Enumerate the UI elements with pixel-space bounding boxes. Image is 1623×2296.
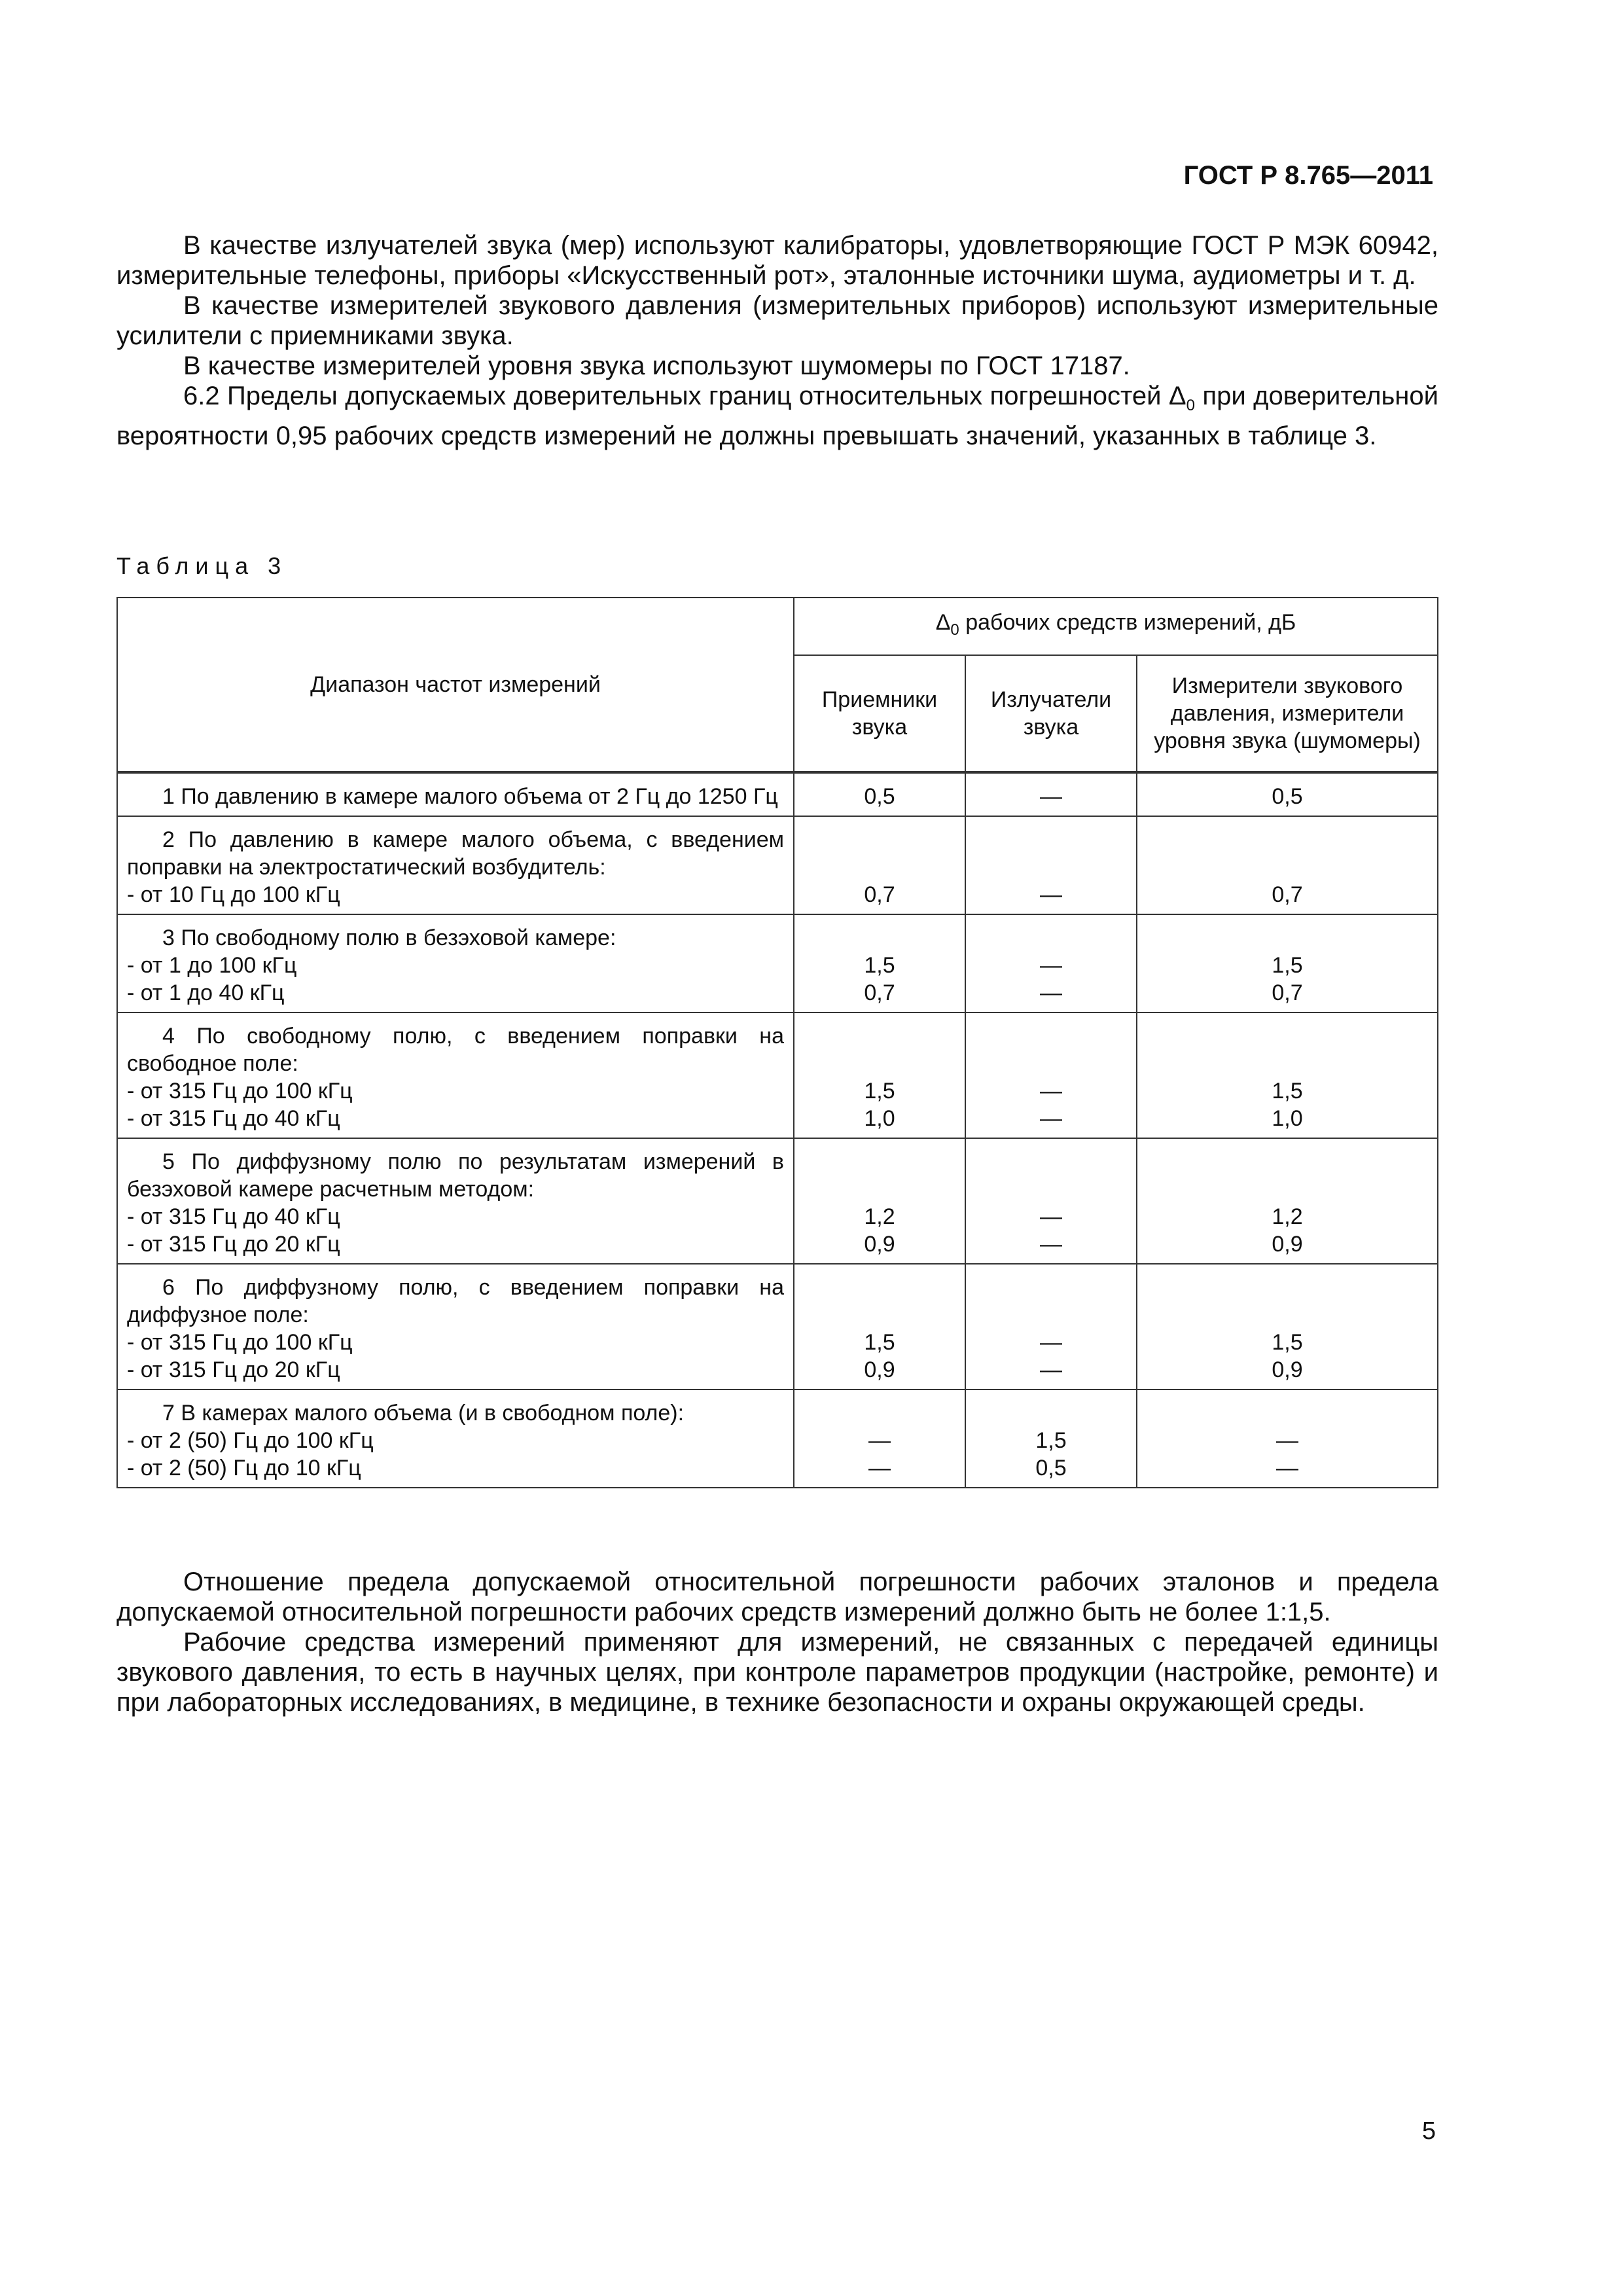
value-cell-c2 bbox=[965, 1013, 1137, 1138]
range-title: 3 По свободному полю в безэховой камере: bbox=[162, 925, 616, 950]
paragraph-emitters: В качестве излучателей звука (мер) используют калибраторы, удовлетворяющие ГОСТ Р МЭК 60942, измерительные телефоны, приборы «Искусственный рот», эталонные источники шума, аудиометры и т. д. bbox=[116, 231, 1438, 290]
header-receivers: Приемники звука bbox=[794, 655, 965, 772]
value-cell-c2 bbox=[965, 772, 1137, 816]
value: 1,2 bbox=[864, 1204, 895, 1229]
table-row bbox=[117, 816, 1438, 914]
value: — bbox=[1276, 1428, 1298, 1453]
value: 1,5 bbox=[864, 1079, 895, 1103]
value: — bbox=[1040, 1232, 1062, 1257]
value: — bbox=[1040, 980, 1062, 1005]
header-meters: Измерители звукового давления, измерители уровня звука (шумомеры) bbox=[1137, 655, 1438, 772]
paragraph-sound-level-meters: В качестве измерителей уровня звука используют шумомеры по ГОСТ 17187. bbox=[183, 351, 1130, 380]
value-cell-c3 bbox=[1137, 1138, 1438, 1264]
header-group: $\Delta_0$ рабочих средств измерений, дБ bbox=[794, 598, 1438, 655]
value: — bbox=[1040, 882, 1062, 907]
value: 1,5 bbox=[864, 1330, 895, 1355]
value: — bbox=[1040, 1079, 1062, 1103]
value: 0,7 bbox=[1272, 882, 1303, 907]
value-cell-c1 bbox=[794, 1138, 965, 1264]
range-subitem: - от 315 Гц до 40 кГц bbox=[127, 1106, 340, 1131]
value: 1,0 bbox=[864, 1106, 895, 1131]
value: — bbox=[1040, 1106, 1062, 1131]
paragraph-pressure-meters: В качестве измерителей звукового давления (измерительных приборов) используют измерительные усилители с приемниками звука. bbox=[116, 291, 1438, 350]
range-title: 6 По диффузному полю, с введением поправки на диффузное поле: bbox=[127, 1275, 784, 1327]
range-cell bbox=[117, 914, 794, 1013]
table-row bbox=[117, 1138, 1438, 1264]
value: 1,5 bbox=[1035, 1428, 1067, 1453]
bottom-paragraphs bbox=[116, 1567, 1438, 1717]
value: — bbox=[1040, 1357, 1062, 1382]
value: 1,5 bbox=[864, 953, 895, 978]
value: 1,5 bbox=[1272, 1079, 1303, 1103]
top-paragraphs bbox=[116, 230, 1438, 451]
value-cell-c2 bbox=[965, 816, 1137, 914]
value: — bbox=[1040, 1204, 1062, 1229]
value-cell-c1 bbox=[794, 772, 965, 816]
range-cell bbox=[117, 1013, 794, 1138]
value-cell-c3 bbox=[1137, 1013, 1438, 1138]
value: — bbox=[1040, 953, 1062, 978]
range-cell bbox=[117, 1390, 794, 1488]
range-cell bbox=[117, 1264, 794, 1390]
range-cell bbox=[117, 816, 794, 914]
value-cell-c1 bbox=[794, 1013, 965, 1138]
range-subitem: - от 1 до 100 кГц bbox=[127, 953, 297, 978]
header-emitters: Излучатели звука bbox=[965, 655, 1137, 772]
range-subitem: - от 315 Гц до 20 кГц bbox=[127, 1232, 340, 1257]
range-title: 5 По диффузному полю по результатам измерений в безэховой камере расчетным методом: bbox=[127, 1149, 784, 1202]
value: 0,9 bbox=[864, 1232, 895, 1257]
value: 1,5 bbox=[1272, 1330, 1303, 1355]
range-cell bbox=[117, 772, 794, 816]
value-cell-c1 bbox=[794, 816, 965, 914]
table-row bbox=[117, 1264, 1438, 1390]
value: 1,5 bbox=[1272, 953, 1303, 978]
value-cell-c2 bbox=[965, 1264, 1137, 1390]
table-row bbox=[117, 1390, 1438, 1488]
value-cell-c2 bbox=[965, 1390, 1137, 1488]
value: 0,9 bbox=[1272, 1357, 1303, 1382]
range-subitem: - от 1 до 40 кГц bbox=[127, 980, 285, 1005]
paragraph-working-instruments: Рабочие средства измерений применяют для измерений, не связанных с передачей единицы звукового давления, то есть в научных целях, при контроле параметров продукции (настройке, ремонте) и при лабораторных исследованиях, в медицине, в технике безопасности и охраны окружающей среды. bbox=[116, 1628, 1438, 1717]
value: 0,7 bbox=[864, 882, 895, 907]
value-cell-c1 bbox=[794, 1264, 965, 1390]
range-subitem: - от 2 (50) Гц до 10 кГц bbox=[127, 1456, 361, 1480]
table-3 bbox=[116, 597, 1438, 1488]
table-row bbox=[117, 1013, 1438, 1138]
range-title: 1 По давлению в камере малого объема от 2 Гц до 1250 Гц bbox=[162, 784, 778, 809]
value-cell-c1 bbox=[794, 914, 965, 1013]
value: 0,7 bbox=[864, 980, 895, 1005]
value: 0,5 bbox=[1035, 1456, 1067, 1480]
range-title: 2 По давлению в камере малого объема, с введением поправки на электростатический возбудитель: bbox=[127, 827, 784, 880]
value-cell-c3 bbox=[1137, 816, 1438, 914]
table-label: Таблица 3 bbox=[116, 552, 288, 579]
range-subitem: - от 315 Гц до 100 кГц bbox=[127, 1079, 353, 1103]
page-number: 5 bbox=[1421, 2117, 1436, 2145]
value-cell-c1 bbox=[794, 1390, 965, 1488]
value: 0,5 bbox=[864, 784, 895, 809]
value-cell-c2 bbox=[965, 1138, 1137, 1264]
range-subitem: - от 315 Гц до 100 кГц bbox=[127, 1330, 353, 1355]
value: 0,7 bbox=[1272, 980, 1303, 1005]
value: — bbox=[868, 1428, 891, 1453]
paragraph-ratio: Отношение предела допускаемой относительной погрешности рабочих эталонов и предела допускаемой относительной погрешности рабочих средств измерений должно быть не более 1:1,5. bbox=[116, 1568, 1438, 1626]
paragraph-6-2: 6.2 Пределы допускаемых доверительных границ относительных погрешностей $\Delta_0$ при доверительной вероятности 0,95 рабочих средств измерений не должны превышать значений, указанных в таблице 3. bbox=[116, 382, 1438, 450]
range-title: 7 В камерах малого объема (и в свободном поле): bbox=[162, 1401, 685, 1426]
range-title: 4 По свободному полю, с введением поправки на свободное поле: bbox=[127, 1024, 784, 1076]
value: — bbox=[1040, 1330, 1062, 1355]
value: 0,9 bbox=[864, 1357, 895, 1382]
value: 0,5 bbox=[1272, 784, 1303, 809]
value: — bbox=[1276, 1456, 1298, 1480]
value-cell-c3 bbox=[1137, 772, 1438, 816]
range-subitem: - от 2 (50) Гц до 100 кГц bbox=[127, 1428, 374, 1453]
value-cell-c3 bbox=[1137, 914, 1438, 1013]
value: — bbox=[1040, 784, 1062, 809]
value: — bbox=[868, 1456, 891, 1480]
range-cell bbox=[117, 1138, 794, 1264]
value: 1,0 bbox=[1272, 1106, 1303, 1131]
table-row bbox=[117, 914, 1438, 1013]
header-range: Диапазон частот измерений bbox=[117, 598, 794, 772]
table-row bbox=[117, 772, 1438, 816]
range-subitem: - от 315 Гц до 40 кГц bbox=[127, 1204, 340, 1229]
value-cell-c2 bbox=[965, 914, 1137, 1013]
range-subitem: - от 10 Гц до 100 кГц bbox=[127, 882, 340, 907]
value: 1,2 bbox=[1272, 1204, 1303, 1229]
document-id-header: ГОСТ Р 8.765—2011 bbox=[1183, 161, 1433, 190]
range-subitem: - от 315 Гц до 20 кГц bbox=[127, 1357, 340, 1382]
value-cell-c3 bbox=[1137, 1390, 1438, 1488]
value: 0,9 bbox=[1272, 1232, 1303, 1257]
value-cell-c3 bbox=[1137, 1264, 1438, 1390]
